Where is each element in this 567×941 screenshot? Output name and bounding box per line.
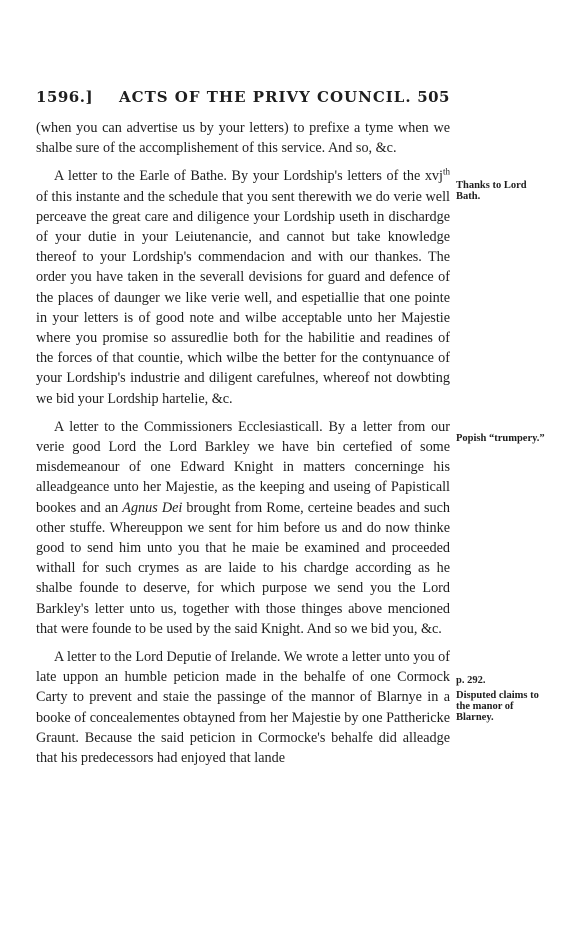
agnus-dei: Agnus Dei (122, 499, 183, 516)
superscript-th: th (442, 166, 450, 177)
header-year: 1596.] (36, 88, 94, 106)
commissioners-text-b: brought from Rome, certeine beades and such other stuffe. Whereuppon we sent for him before us and do now thinke good to send him unto you that he maie be examined and proceeded withall for such crymes as are laide to his chardge according as he shalbe founde to deserve, for which purpose we send you the Lord Barkley's letter unto us, together with those thinges above mencioned that were founde to be used by the said Knight. And so we bid you, &c. (36, 499, 450, 637)
margin-note-page-ref: p. 292. (456, 675, 486, 686)
header-title: ACTS OF THE PRIVY COUNCIL. (119, 88, 412, 106)
paragraph-lord-deputy: A letter to the Lord Deputie of Irelande. We wrote a letter unto you of late uppon an humble peticion made in the behalfe of one Cormock Carty to prevent and staie the passinge of the mannor of Blarnye in a booke of concealementes obtayned from her Majestie by one Patthericke Graunt. Because the said peticion in Cormocke's behalfe did alleadge that his predecessors had enjoyed that lande (36, 649, 450, 767)
margin-note-popish: Popish “trumpery.” (456, 433, 545, 444)
commissioners-text-a: A letter to the Commissioners Ecclesiasticall. By a letter from our verie good Lord the Lord Barkley we have bin certefied of some misdemeanour of one Edward Knight in matters concerninge his alleadgeance unto her Majestie, as the keeping and useing of Papisticall bookes and an (36, 418, 450, 516)
page-number: 505 (417, 88, 450, 106)
bath-letter-body: of this instante and the schedule that you sent therewith we do verie well perceave the great care and diligence your Lordship useth in dischardge of your dutie in your Leiutenancie, and cannot but take knowledge thereof to your Lordship's commendacion and with our thankes. The order you have taken in the severall devisions for guard and defence of the places of daunger we like verie well, and espetiallie that one pointe in your letters is of good note and wilbe acceptable unto her Majestie where you promise so assuredlie both for the habilitie and readines of the forces of that countie, which wilbe the better for the contynuance of your Lordship's industrie and diligent carefulnes, whereof not dowbting we bid your Lordship hartelie, &c. (36, 188, 450, 407)
paragraph-earl-of-bath (36, 166, 450, 408)
bath-letter-intro: A letter to the Earle of Bathe. By your Lordship's letters of the xvj (54, 168, 443, 185)
body-text (36, 118, 450, 776)
margin-note-bath: Thanks to Lord Bath. (456, 180, 527, 202)
paragraph-continuation: (when you can advertise us by your letters) to prefixe a tyme when we shalbe sure of the accomplishement of this service. And so, &c. (36, 120, 450, 157)
paragraph-commissioners (36, 417, 450, 639)
margin-note-blarney: Disputed claims to the manor of Blarney. (456, 690, 539, 723)
